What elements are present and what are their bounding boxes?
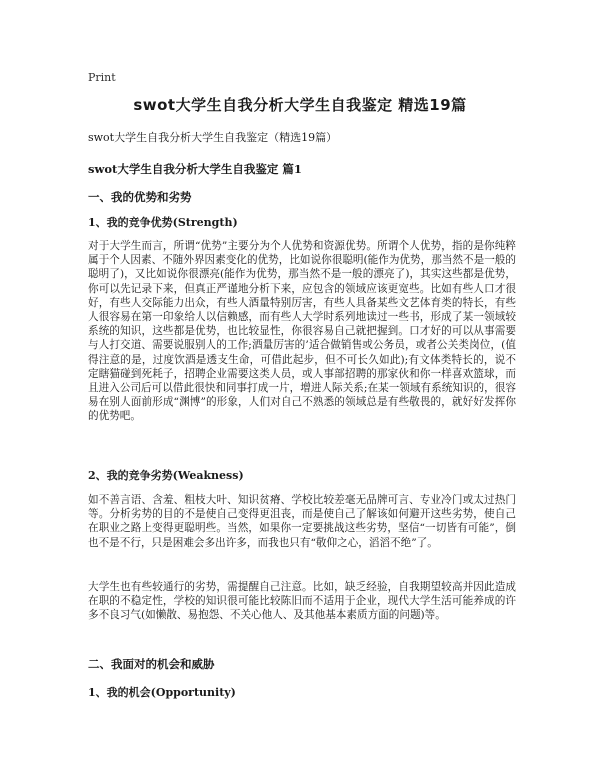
section-heading-opportunities-threats: 二、我面对的机会和威胁	[88, 657, 215, 671]
article-heading: swot大学生自我分析大学生自我鉴定 篇1	[88, 162, 302, 176]
document-subtitle: swot大学生自我分析大学生自我鉴定（精选19篇）	[88, 131, 338, 144]
paragraph-weakness-1: 如不善言语、含羞、粗枝大叶、知识贫瘠、学校比较差毫无品牌可言、专业冷门或太过热门等。分析劣势的目的不是使自己变得更沮丧，而是使自己了解该如何避开这些劣势，使自己在职业之路上变得更聪明些。当然，如果你一定要挑战这些劣势，坚信“一切皆有可能”，倒也不是不行，只是困难会多出许多，而我也只有“敬仰之心，滔滔不绝”了。	[88, 494, 516, 549]
section-heading-strengths-weaknesses: 一、我的优势和劣势	[88, 190, 192, 204]
paragraph-strength: 对于大学生而言，所谓“优势”主要分为个人优势和资源优势。所谓个人优势，指的是你纯粹属于个人因素、不随外界因素变化的优势，比如说你很聪明(能作为优势，那当然不是一般的聪明了)，又比如说你很漂亮(能作为优势，那当然不是一般的漂亮了)，其实这些都是优势，你可以先记录下来，但真正严谨地分析下来，应包含的领域应该更宽些。比如有些人口才很好，有些人交际能力出众，有些人酒量特别厉害，有些人具备某些文艺体育类的特长，有些人很容易在第一印象给人以信赖感，而有些人大学时系列地读过一些书，形成了某一领域较系统的知识，这些都是优势，也比较显性，你很容易自己就把握到。口才好的可以从事需要与人打交道、需要说服别人的工作;酒量厉害的’适合做销售或公务员，或者公关类岗位，(值得注意的是，过度饮酒是透支生命，可借此起步，但不可长久如此);有文体类特长的，说不定瞎猫碰到死耗子，招聘企业需要这类人员，或人事部招聘的那家伙和你一样喜欢篮球，而且进入公司后可以借此很快和同事打成一片，增进人际关系;在某一领域有系统知识的，很容易在别人面前形成“渊博”的形象，人们对自己不熟悉的领域总是有些敬畏的，就好好发挥你的优势吧。	[88, 240, 516, 423]
subheading-strength: 1、我的竞争优势(Strength)	[88, 216, 238, 229]
subheading-opportunity: 1、我的机会(Opportunity)	[88, 686, 236, 699]
paragraph-weakness-2: 大学生也有些较通行的劣势，需提醒自己注意。比如，缺乏经验，自我期望较高并因此造成在职的不稳定性，学校的知识很可能比较陈旧而不适用于企业，现代大学生活可能养成的许多不良习气(如懒散、易抱怨、不关心他人、及其他基本素质方面的问题)等。	[88, 581, 516, 622]
document-title: swot大学生自我分析大学生自我鉴定 精选19篇	[133, 96, 467, 114]
print-link[interactable]: Print	[88, 71, 116, 84]
subheading-weakness: 2、我的竞争劣势(Weakness)	[88, 469, 244, 482]
